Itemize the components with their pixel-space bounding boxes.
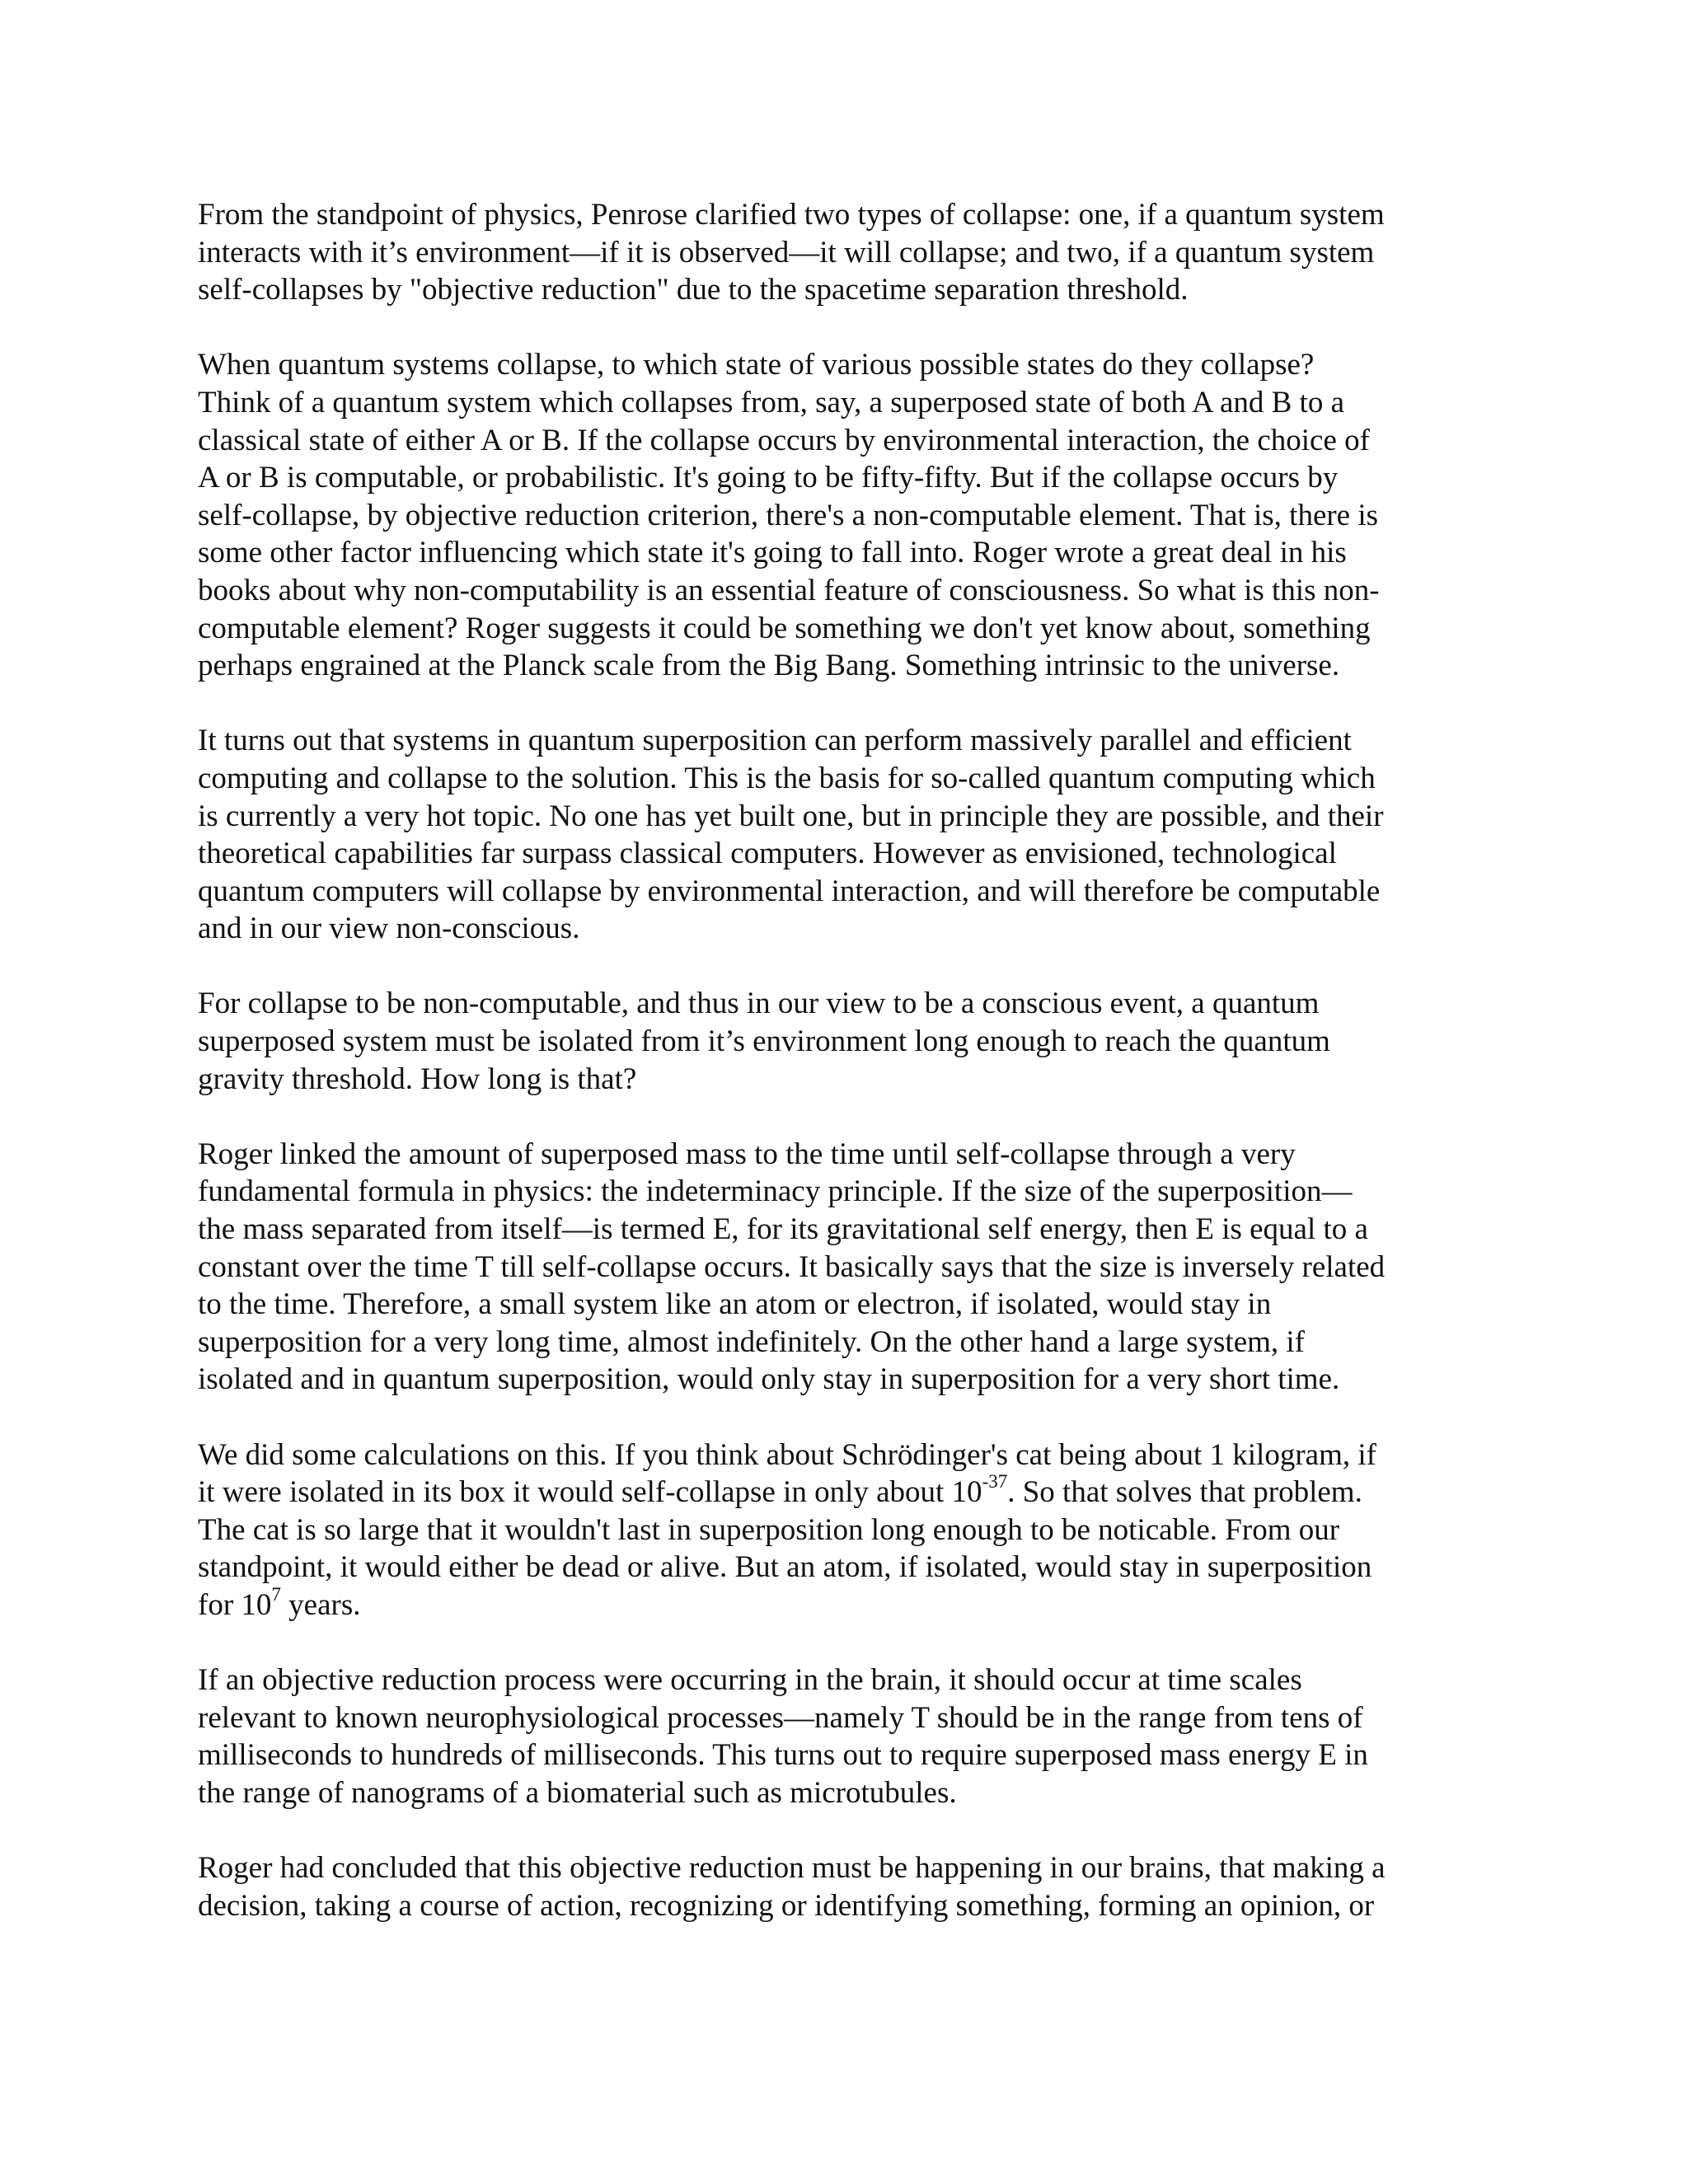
text-line: isolated and in quantum superposition, would only stay in superposition for a very short time. — [198, 1362, 1340, 1397]
text-line: interacts with it’s environment—if it is observed—it will collapse; and two, if a quantum system — [198, 235, 1375, 269]
text-line: computable element? Roger suggests it could be something we don't yet know about, something — [198, 611, 1371, 645]
text-line: The cat is so large that it wouldn't last in superposition long enough to be noticable. From our — [198, 1512, 1340, 1547]
text-line: quantum computers will collapse by environmental interaction, and will therefore be computable — [198, 874, 1381, 908]
text-line: the mass separated from itself—is termed E, for its gravitational self energy, then E is equal to a — [198, 1212, 1368, 1247]
paragraph-collapse-types — [198, 196, 1533, 309]
text-line: relevant to known neurophysiological processes—namely T should be in the range from tens of — [198, 1700, 1363, 1735]
text-line: constant over the time T till self-collapse occurs. It basically says that the size is inversely related — [198, 1249, 1386, 1284]
text-line: and in our view non-conscious. — [198, 912, 580, 946]
text-line: decision, taking a course of action, recognizing or identifying something, forming an opinion, or — [198, 1888, 1375, 1923]
text-line: gravity threshold. How long is that? — [198, 1062, 637, 1096]
paragraph-indeterminacy — [198, 1136, 1533, 1399]
text-line: It turns out that systems in quantum superposition can perform massively parallel and efficient — [198, 724, 1352, 758]
text-line: books about why non-computability is an essential feature of consciousness. So what is this non- — [198, 573, 1380, 607]
text-line: computing and collapse to the solution. This is the basis for so-called quantum computing which — [198, 761, 1376, 795]
text-line: If an objective reduction process were occurring in the brain, it should occur at time scales — [198, 1663, 1302, 1698]
text-line: to the time. Therefore, a small system like an atom or electron, if isolated, would stay in — [198, 1287, 1272, 1322]
text-line: superposed system must be isolated from it’s environment long enough to reach the quantum — [198, 1024, 1330, 1059]
text-line: some other factor influencing which state it's going to fall into. Roger wrote a great deal in his — [198, 536, 1347, 570]
text-segment: for 10 — [198, 1587, 272, 1622]
text-line: is currently a very hot topic. No one has yet built one, but in principle they are possible, and their — [198, 799, 1384, 833]
text-line: the range of nanograms of a biomaterial such as microtubules. — [198, 1775, 957, 1810]
text-line: classical state of either A or B. If the collapse occurs by environmental interaction, the choice of — [198, 423, 1370, 457]
text-line-with-exponent — [198, 1586, 1533, 1624]
text-line-with-exponent — [198, 1471, 1533, 1511]
text-line: When quantum systems collapse, to which state of various possible states do they collapse? — [198, 348, 1315, 382]
text-segment: . So that solves that problem. — [1007, 1475, 1362, 1510]
text-line: milliseconds to hundreds of milliseconds. This turns out to require superposed mass energy E in — [198, 1738, 1368, 1773]
text-segment: years. — [280, 1587, 361, 1622]
paragraph-calculations — [198, 1436, 1533, 1624]
text-line: standpoint, it would either be dead or alive. But an atom, if isolated, would stay in superposition — [198, 1550, 1372, 1585]
text-line: fundamental formula in physics: the indeterminacy principle. If the size of the superposition— — [198, 1174, 1353, 1209]
paragraph-roger-conclusion — [198, 1849, 1533, 1924]
paragraph-brain-timescales — [198, 1661, 1533, 1811]
text-line: perhaps engrained at the Planck scale from the Big Bang. Something intrinsic to the universe. — [198, 649, 1340, 683]
text-line: A or B is computable, or probabilistic. It's going to be fifty-fifty. But if the collapse occurs by — [198, 461, 1339, 495]
text-line: Roger linked the amount of superposed mass to the time until self-collapse through a very — [198, 1137, 1296, 1171]
paragraph-quantum-computing — [198, 722, 1533, 948]
text-line: For collapse to be non-computable, and thus in our view to be a conscious event, a quantum — [198, 987, 1320, 1021]
text-line: self-collapse, by objective reduction criterion, there's a non-computable element. That is, there is — [198, 498, 1379, 532]
paragraph-non-computable — [198, 985, 1533, 1098]
exponent: -37 — [982, 1471, 1008, 1493]
paragraph-collapse-states — [198, 346, 1533, 684]
exponent: 7 — [271, 1584, 281, 1605]
text-segment: it were isolated in its box it would self-collapse in only about 10 — [198, 1475, 982, 1510]
text-line: From the standpoint of physics, Penrose clarified two types of collapse: one, if a quantum system — [198, 198, 1385, 232]
text-line: superposition for a very long time, almost indefinitely. On the other hand a large system, if — [198, 1324, 1306, 1359]
text-line: theoretical capabilities far surpass classical computers. However as envisioned, technological — [198, 837, 1337, 871]
text-line: Think of a quantum system which collapses from, say, a superposed state of both A and B to a — [198, 385, 1345, 419]
text-line: Roger had concluded that this objective reduction must be happening in our brains, that making a — [198, 1851, 1386, 1886]
text-line: self-collapses by "objective reduction" due to the spacetime separation threshold. — [198, 273, 1189, 307]
document-body — [198, 196, 1533, 1962]
text-line: We did some calculations on this. If you think about Schrödinger's cat being about 1 kilogram, if — [198, 1437, 1376, 1472]
